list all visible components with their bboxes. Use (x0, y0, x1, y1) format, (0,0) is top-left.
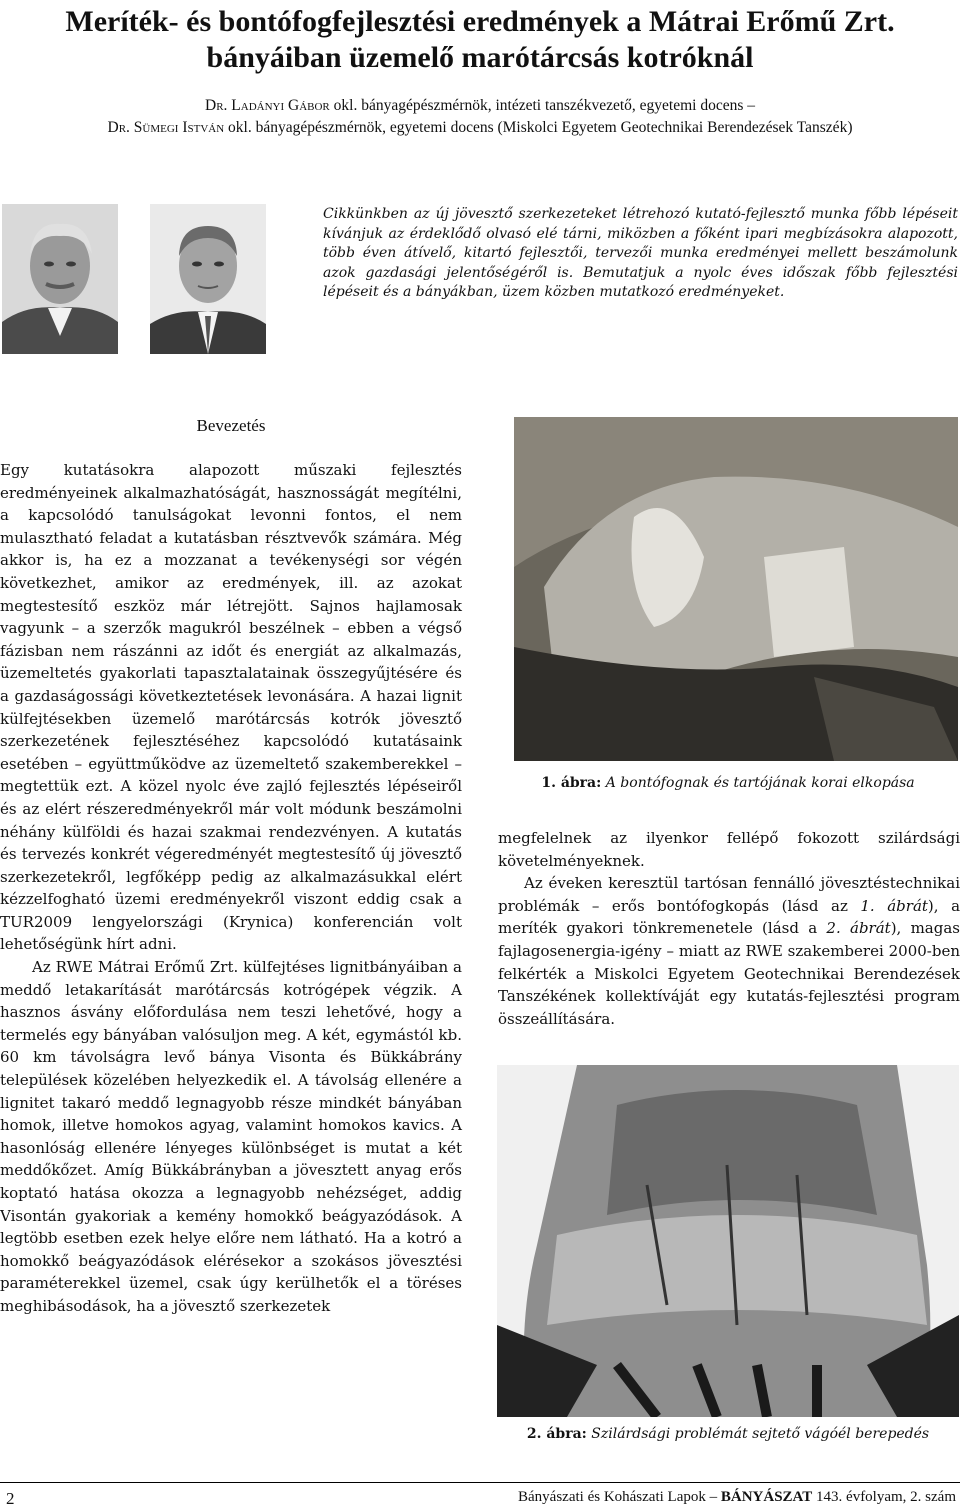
figure-1-image (514, 417, 958, 761)
journal-prefix: Bányászati és Kohászati Lapok – (518, 1489, 721, 1505)
right-paragraph-1: megfelelnek az ilyenkor fellépő fokozott szilárdsági követelményeknek. (498, 829, 960, 870)
author-photo-1 (2, 204, 118, 354)
figure-2-label: 2. ábra: (526, 1426, 587, 1442)
author-portrait-2-graphic (150, 204, 266, 354)
figure-2-reference: 2. ábrát (826, 919, 891, 938)
author-portrait-1-graphic (2, 204, 118, 354)
title-line-2: bányáiban üzemelő marótárcsás kotróknál (206, 41, 754, 74)
paragraph-1: Egy kutatásokra alapozott műszaki fejlesztés eredményeinek alkalmazhatóságát, hasznosságát megítélni, a kapcsolódó tanulságokat levonni fontos, el nem mulasztható feladat a kutatásban résztvevők számára. Még akkor is, ha ez a mozzanat a tevékenységi sor végén következhet, amikor az eredmények, ill. az azokat megtestesítő eszköz már létrejött. Sajnos hajlamosak vagyunk – a szerzők magukról beszélnek – ebben a végső fázisban nem rászánni az időt és energiát az alkalmazás, üzemeltetés gyakorlati tapasztalatainak összegyűjtésére és a gazdaságossági következtetések levonására. A hazai lignit külfejtésekben üzemelő marótárcsás kotrók jövesztő szerkezetének fejlesztéséhez kapcsolódó kutatásaink esetében – együttműködve az üzemeltető szakemberekkel – megtettük ezt. A közel nyolc éve zajló fejlesztés lépéseiről és az elért részeredményekről már volt módunk beszámolni néhány külföldi és hazai szakmai rendezvényen. A kutatás és tervezés konkrét végeredményét megtestesítő új jövesztő szerkezetekről, legfőképp pedig az alkalmazásukkal elért kézzelfogható üzemi eredményekről viszont eddig csak a TUR2009 lengyelországi (Krynica) konferencián volt lehetőségünk hírt adni. (0, 461, 462, 954)
right-paragraph-2-part-a: Az éveken keresztül tartósan fennálló jövesztéstechnikai problémák – erős bontófogkopás (lásd az (498, 874, 960, 915)
figure-1-label: 1. ábra: (541, 775, 602, 791)
figure-1-graphic (514, 417, 958, 761)
author-photo-2 (150, 204, 266, 354)
author-2-description: okl. bányagépészmérnök, egyetemi docens (Miskolci Egyetem Geotechnikai Berendezések Tanszék) (224, 119, 853, 136)
journal-suffix: 143. évfolyam, 2. szám (812, 1489, 956, 1505)
right-column (498, 827, 960, 1030)
footer-divider (0, 1482, 960, 1483)
section-heading: Bevezetés (196, 416, 266, 435)
author-line-2 (0, 117, 960, 139)
author-line-1 (0, 95, 960, 117)
author-block (0, 95, 960, 139)
right-paragraph-2 (498, 872, 960, 1030)
title-line-1: Meríték- és bontófogfejlesztési eredmények a Mátrai Erőmű Zrt. (65, 5, 895, 38)
article-title (0, 4, 960, 76)
figure-2-graphic (497, 1065, 959, 1417)
page-number: 2 (6, 1489, 15, 1508)
journal-name: BÁNYÁSZAT (720, 1489, 813, 1505)
figure-2-image (497, 1065, 959, 1417)
author-1-description: okl. bányagépészmérnök, intézeti tanszékvezető, egyetemi docens – (329, 97, 755, 114)
figure-2-caption-text: Szilárdsági problémát sejtető vágóél berepedés (586, 1426, 930, 1442)
right-paragraph-2-part-c: ), magas fajlagosenergia-igény – miatt az RWE szakemberei 2000-ben felkérték a Miskolci Egyetem Geotechnikai Berendezések Tanszékének kollektíváját egy kutatás-fejlesztési program összeállítására. (498, 919, 960, 1028)
figure-2-caption (496, 1426, 960, 1442)
journal-reference (518, 1489, 956, 1506)
abstract: Cikkünkben az új jövesztő szerkezeteket létrehozó kutató-fejlesztő munka főbb lépéseit kívánjuk az érdeklődő olvasó elé tárni, miközben a főként ipari megbízásokra alapozott, több éven átívelő, kitartó fejlesztői, tervezői munka eredményei mellett beszámolunk azok gazdasági jelentőségéről is. Bemutatjuk a nyolc éves időszak főbb fejlesztési lépéseit és a bányákban, üzem közben mutatkozó eredményeket. (323, 206, 958, 300)
figure-1-caption (496, 775, 960, 791)
author-2-name: Dr. Sümegi István (107, 119, 225, 136)
figure-1-reference: 1. ábrát (860, 896, 928, 915)
figure-1-caption-text: A bontófognak és tartójának korai elkopása (601, 775, 915, 791)
paragraph-2: Az RWE Mátrai Erőmű Zrt. külfejtéses lignitbányáiban a meddő letakarítását marótárcsás kotrógépek végzik. A hasznos ásvány előfordulása nem teszi lehetővé, hogy a termelés egy bányában valósuljon meg. A két, egymástól kb. 60 km távolságra levő bánya Visonta és Bükkábrány települések közelében helyezkedik el. A távolság ellenére a lignitet takaró meddő legnagyobb része mindkét bányában homok, illetve homokos agyag, valamint homokos kavics. A hasonlóság ellenére lényeges különbséget is mutat a két meddőkőzet. Amíg Bükkábrányban a jövesztett anyag erős koptató hatása okozza a legnagyobb nehézséget, addig Visontán gyakoriak a kemény homokkő beágyazódások. A legtöbb esetben ezek helye előre nem látható. Ha a kotró a homokkő beágyazódások elérésekor a szokásos jövesztési paraméterekkel üzemel, csak úgy kerülhetők el a töréses meghibásodások, ha a jövesztő szerkezetek (0, 958, 462, 1315)
left-column (0, 415, 462, 1318)
author-1-name: Dr. Ladányi Gábor (205, 97, 330, 114)
right-paragraph-2-part-b: ), a meríték gyakori tönkremenetele (lásd a (498, 896, 960, 938)
